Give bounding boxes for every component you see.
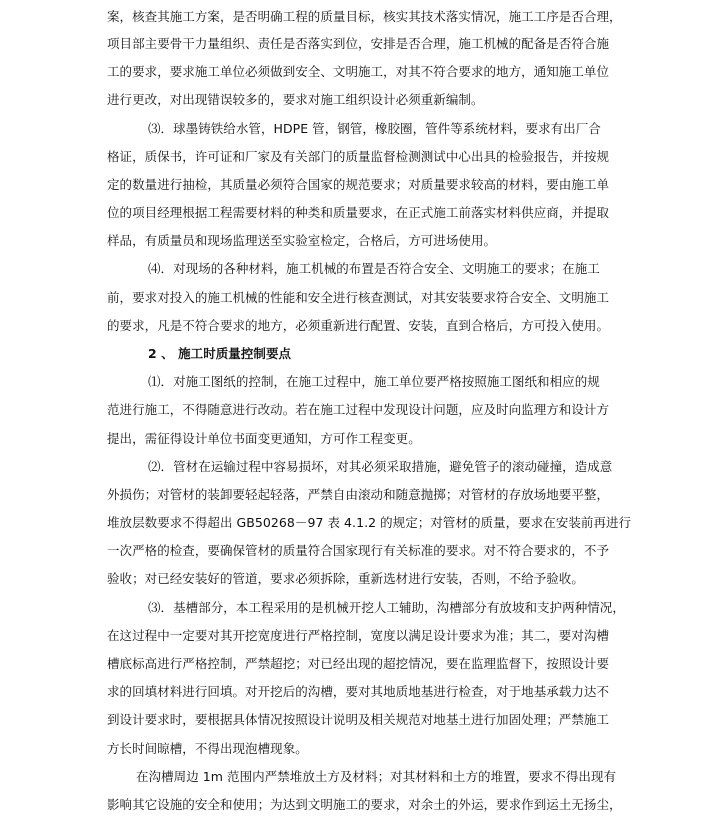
text-line: 项目部主要骨干力量组织、责任是否落实到位，安排是否合理，施工机械的配备是否符合施 [107,36,610,51]
text-line: 外损伤；对管材的装卸要轻起轻落，严禁自由滚动和随意抛掷；对管材的存放场地要平整， [107,487,610,502]
text-line: 在这过程中一定要对其开挖宽度进行严格控制，宽度以满足设计要求为准；其二，要对沟槽 [107,628,610,643]
text-line: 案，核查其施工方案，是否明确工程的质量目标，核实其技术落实情况，施工工序是否合理， [107,9,622,24]
text-line: 验收；对已经安装好的管道，要求必须拆除，重新选材进行安装，否则，不给予验收。 [107,571,584,586]
text-line: 进行更改，对出现错误较多的，要求对施工组织设计必须重新编制。 [107,92,484,107]
text-line: 范进行施工，不得随意进行改动。若在施工过程中发现设计问题，应及时向监理方和设计方 [107,402,610,417]
text-line: 前，要求对投入的施工机械的性能和安全进行核查测试，对其安装要求符合安全、文明施工 [107,290,610,305]
text-line: 求的回填材料进行回填。对开挖后的沟槽，要对其地质地基进行检查，对于地基承载力达不 [107,684,610,699]
text-line: 在沟槽周边 1m 范围内严禁堆放土方及材料；对其材料和土方的堆置，要求不得出现有 [136,769,617,784]
text-line: 提出，需征得设计单位书面变更通知，方可作工程变更。 [107,431,421,446]
text-line: 工的要求，要求施工单位必须做到安全、文明施工，对其不符合要求的地方，通知施工单位 [107,64,610,79]
text-line: ⑴．对施工图纸的控制，在施工过程中，施工单位要严格按照施工图纸和相应的规 [148,374,600,389]
text-line: ⑶．基槽部分，本工程采用的是机械开挖人工辅助，沟槽部分有放坡和支护两种情况， [148,600,625,615]
section-heading: 2 、 施工时质量控制要点 [148,346,292,361]
text-line: 方长时间晾槽，不得出现泡槽现象。 [107,741,308,756]
text-line: 样品，有质量员和现场监理送至实验室检定，合格后，方可进场使用。 [107,233,497,248]
text-line: 影响其它设施的安全和使用；为达到文明施工的要求，对余土的外运，要求作到运土无扬尘， [107,797,622,812]
text-line: 格证，质保书，许可证和厂家及有关部门的质量监督检测测试中心出具的检验报告，并按规 [107,149,610,164]
text-line: ⑵．管材在运输过程中容易损坏，对其必须采取措施，避免管子的滚动碰撞，造成意 [148,459,613,474]
text-line: ⑶．球墨铸铁给水管，HDPE 管，钢管，橡胶圈，管件等系统材料，要求有出厂合 [148,121,601,136]
text-line: 槽底标高进行严格控制，严禁超挖；对已经出现的超挖情况，要在监理监督下，按照设计要 [107,656,610,671]
text-line: 的要求，凡是不符合要求的地方，必须重新进行配置、安装，直到合格后，方可投入使用。 [107,318,610,333]
text-line: ⑷．对现场的各种材料，施工机械的布置是否符合安全、文明施工的要求；在施工 [148,261,600,276]
text-line: 定的数量进行抽检，其质量必须符合国家的规范要求；对质量要求较高的材料，要由施工单 [107,177,610,192]
text-line: 位的项目经理根据工程需要材料的种类和质量要求，在正式施工前落实材料供应商，并提取 [107,205,610,220]
text-line: 堆放层数要求不得超出 GB50268－97 表 4.1.2 的规定；对管材的质量，要求在安装前再进行 [107,515,632,530]
text-line: 到设计要求时，要根据具体情况按照设计说明及相关规范对地基土进行加固处理；严禁施工 [107,712,610,727]
text-line: 一次严格的检查，要确保管材的质量符合国家现行有关标准的要求。对不符合要求的，不予 [107,543,610,558]
